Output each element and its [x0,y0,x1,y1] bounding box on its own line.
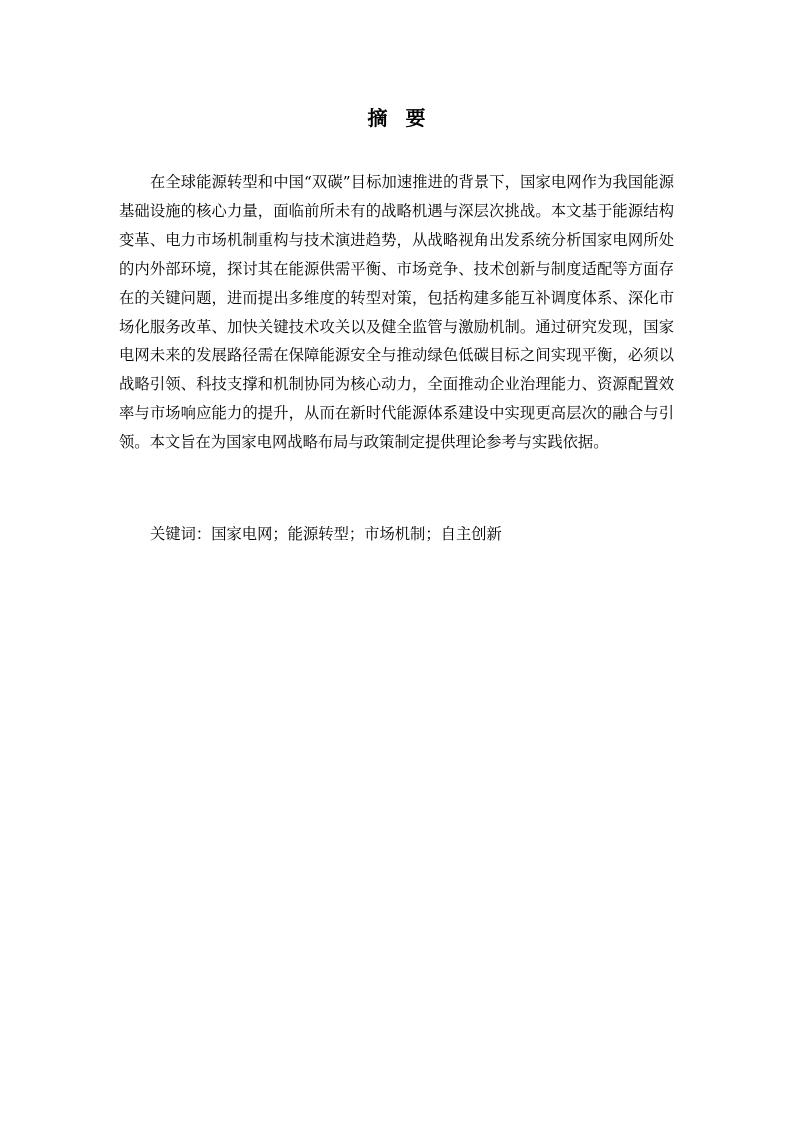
abstract-title: 摘要 [367,106,444,130]
abstract-keywords: 关键词：国家电网；能源转型；市场机制；自主创新 [150,525,502,543]
abstract-body: 在全球能源转型和中国“双碳”目标加速推进的背景下，国家电网作为我国能源基础设施的核心力量，面临前所未有的战略机遇与深层次挑战。本文基于能源结构变革、电力市场机制重构与技术演进趋势，从战略视角出发系统分析国家电网所处的内外部环境，探讨其在能源供需平衡、市场竞争、技术创新与制度适配等方面存在的关键问题，进而提出多维度的转型对策，包括构建多能互补调度体系、深化市场化服务改革、加快关键技术攻关以及健全监管与激励机制。通过研究发现，国家电网未来的发展路径需在保障能源安全与推动绿色低碳目标之间实现平衡，必须以战略引领、科技支撑和机制协同为核心动力，全面推动企业治理能力、资源配置效率与市场响应能力的提升，从而在新时代能源体系建设中实现更高层次的融合与引领。本文旨在为国家电网战略布局与政策制定提供理论参考与实践依据。 [119,173,674,452]
